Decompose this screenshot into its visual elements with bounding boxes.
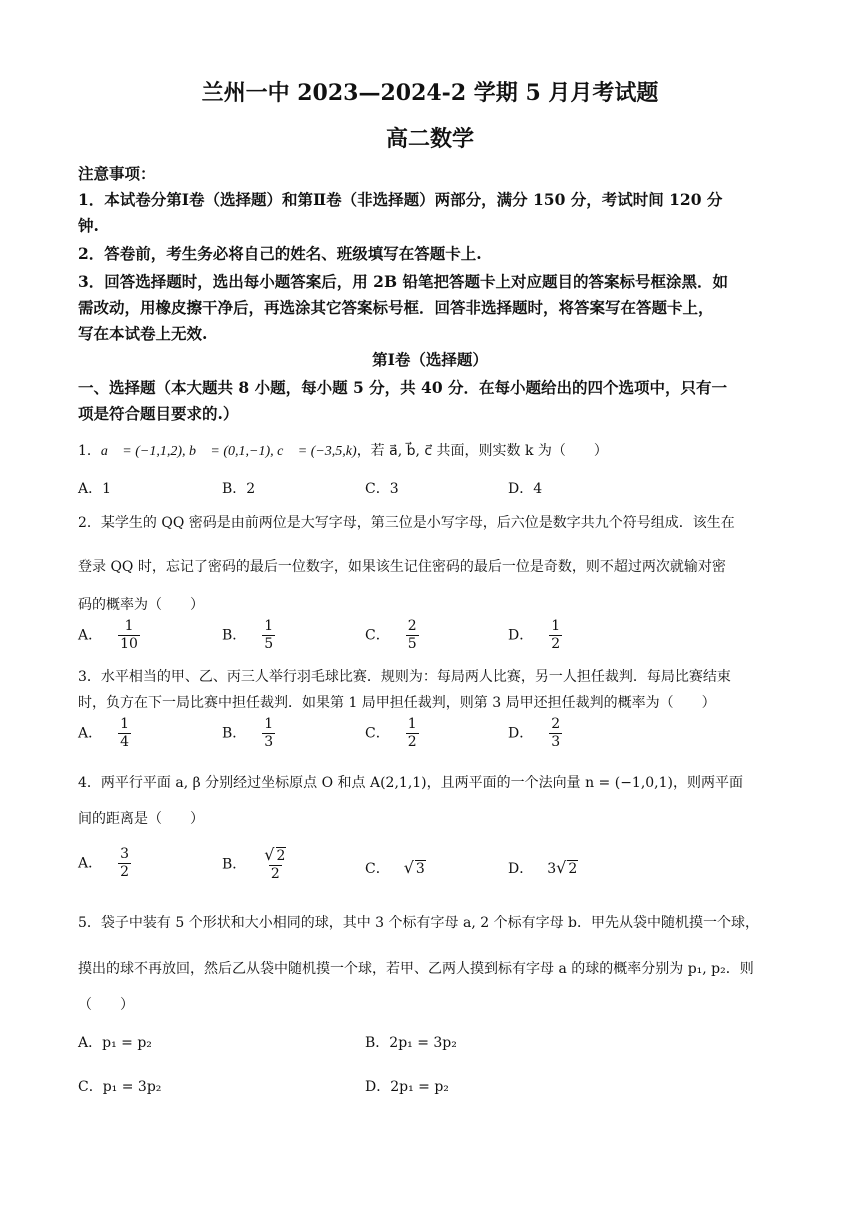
q4-option-d: D． 3√ 2 [508,858,578,877]
question-1 [78,440,608,460]
q3-option-b: B． $\frac{1}{3}$ [222,716,274,750]
q4-option-b: B． $\frac{√ 2}{2}$ [222,846,288,883]
q3-line-2: 时，负方在下一局比赛中担任裁判．如果第 1 局甲担任裁判，则第 3 局甲还担任裁判的概率为（ ） [78,695,716,711]
q2-line-3: 码的概率为（ ） [78,597,204,613]
fraction: $\frac{1}{2}$ [551,618,561,652]
q5-option-c: C．p₁ = 3p₂ [78,1079,162,1095]
q5-line-1: 5．袋子中装有 5 个形状和大小相同的球，其中 3 个标有字母 a, 2 个标有字母 b．甲先从袋中随机摸一个球， [78,915,759,931]
q2-line-2: 登录 QQ 时，忘记了密码的最后一位数字，如果该生记住密码的最后一位是奇数，则不超过两次就输对密 [78,559,726,575]
q2-option-c: C． $\frac{2}{5}$ [365,618,417,652]
q1-option-c: C．3 [365,481,399,497]
q4-line-1: 4．两平行平面 a, β 分别经过坐标原点 O 和点 A(2,1,1)，且两平面的一个法向量 n = (−1,0,1)，则两平面 [78,775,744,791]
fraction: $\frac{√ 2}{2}$ [264,845,286,882]
q1-text: ，若 a⃗, b⃗, c⃗ 共面，则实数 k 为（ ） [356,443,608,459]
q3-line-1: 3．水平相当的甲、乙、丙三人举行羽毛球比赛．规则为：每局两人比赛，另一人担任裁判．每局比赛结束 [78,669,731,685]
q4-option-a: A． $\frac{3}{2}$ [78,846,130,880]
q3-option-c: C． $\frac{1}{2}$ [365,716,417,750]
sqrt-radicand: 3 [415,861,425,877]
q5-option-a: A．p₁ = p₂ [78,1035,152,1051]
q5-line-2: 摸出的球不再放回，然后乙从袋中随机摸一个球，若甲、乙两人摸到标有字母 a 的球的概率分别为 p₁, p₂．则 [78,961,754,977]
fraction: $\frac{1}{10}$ [120,618,138,652]
q2-option-b: B． $\frac{1}{5}$ [222,618,274,652]
q4-line-2: 间的距离是（ ） [78,811,204,827]
q1-option-b: B．2 [222,481,256,497]
volume-title: 第Ⅰ卷（选择题） [372,350,488,369]
q1-option-a: A．1 [78,481,112,497]
note-3b: 需改动，用橡皮擦干净后，再选涂其它答案标号框．回答非选择题时，将答案写在答题卡上， [78,298,714,317]
fraction: $\frac{2}{5}$ [407,618,417,652]
note-1b: 钟. [78,216,99,235]
note-3c: 写在本试卷上无效. [78,324,208,343]
q1-option-d: D．4 [508,481,543,497]
note-1a: 1．本试卷分第Ⅰ卷（选择题）和第Ⅱ卷（非选择题）两部分，满分 150 分，考试时间 120 分 [78,190,723,209]
fraction: $\frac{3}{2}$ [120,846,130,880]
q1-vectors: a⃗ = (−1,1,2), b⃗ = (0,1,−1), c⃗ = (−3,5,k) [100,444,357,459]
q2-option-d: D． $\frac{1}{2}$ [508,618,561,652]
fraction: $\frac{1}{4}$ [120,716,130,750]
notes-heading: 注意事项： [78,164,156,183]
section-heading-b: 项是符合题目要求的.） [78,404,239,423]
q2-line-1: 2．某学生的 QQ 密码是由前两位是大写字母，第三位是小写字母，后六位是数字共九个符号组成．该生在 [78,515,735,531]
q5-option-d: D．2p₁ = p₂ [365,1079,449,1095]
q5-line-3: （ ） [78,997,134,1013]
q3-option-d: D． $\frac{2}{3}$ [508,716,561,750]
fraction: $\frac{1}{3}$ [264,716,274,750]
fraction: $\frac{1}{2}$ [407,716,417,750]
note-3a: 3．回答选择题时，选出每小题答案后，用 2B 铅笔把答题卡上对应题目的答案标号框涂黑．如 [78,272,728,291]
note-2: 2．答卷前，考生务必将自己的姓名、班级填写在答题卡上. [78,244,482,263]
q4-option-c: C． √ 3 [365,858,425,877]
exam-title: 兰州一中 2023—2024-2 学期 5 月月考试题 [201,80,659,106]
section-heading-a: 一、选择题（本大题共 8 小题，每小题 5 分，共 40 分．在每小题给出的四个选项中，只有一 [78,378,728,397]
sqrt-radicand: 2 [568,861,578,877]
q3-option-a: A． $\frac{1}{4}$ [78,716,130,750]
exam-subtitle: 高二数学 [385,126,474,152]
q2-option-a: A． $\frac{1}{10}$ [78,618,138,652]
fraction: $\frac{1}{5}$ [264,618,274,652]
sqrt-radicand: 2 [276,848,286,864]
q1-number: 1． [78,443,101,459]
q5-option-b: B．2p₁ = 3p₂ [365,1035,457,1051]
fraction: $\frac{2}{3}$ [551,716,561,750]
